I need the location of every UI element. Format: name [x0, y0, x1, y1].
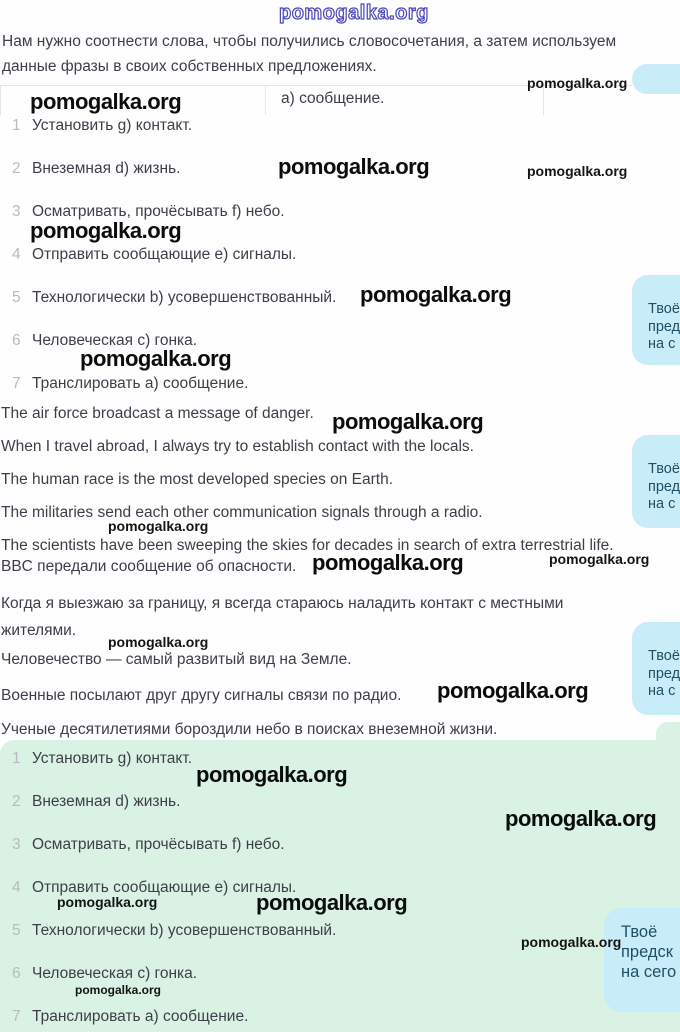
watermark: pomogalka.org — [332, 409, 484, 434]
item-text: Внеземная d) жизнь. — [32, 160, 181, 177]
item-text: Человеческая c) гонка. — [32, 332, 198, 349]
item-text: Отправить сообщающие е) сигналы. — [32, 879, 297, 896]
fortune-bubble-4[interactable] — [604, 908, 680, 1012]
item-text: Внеземная d) жизнь. — [32, 793, 181, 810]
item-number: 5 — [12, 289, 21, 306]
item-number: 6 — [12, 332, 21, 349]
fortune-bubble-top[interactable] — [632, 64, 680, 94]
watermark: pomogalka.org — [549, 551, 650, 567]
watermark: pomogalka.org — [437, 678, 589, 703]
item-text: Установить g) контакт. — [32, 117, 193, 134]
answer-item-6 — [12, 965, 197, 982]
sentence-ru-5: Ученые десятилетиями бороздили небо в поисках внеземной жизни. — [1, 721, 498, 738]
watermark: pomogalka.org — [30, 218, 182, 243]
fortune-bubble-1[interactable] — [632, 275, 680, 365]
sentence-en-2: When I travel abroad, I always try to establish contact with the locals. — [1, 438, 474, 455]
item-number: 2 — [12, 160, 21, 177]
item-number: 2 — [12, 793, 21, 810]
item-text: Осматривать, прочёсывать f) небо. — [32, 203, 285, 220]
fortune-bubble-text: Твоё пред на с — [648, 301, 680, 352]
answer-item-1 — [12, 750, 192, 767]
watermark: pomogalka.org — [527, 75, 628, 91]
watermark: pomogalka.org — [108, 518, 209, 534]
sentence-ru-2: Когда я выезжаю за границу, я всегда стараюсь наладить контакт с местными жителями. — [1, 595, 564, 639]
match-item-4 — [12, 246, 296, 263]
watermark: pomogalka.org — [312, 550, 464, 575]
watermark: pomogalka.org — [256, 890, 408, 915]
fortune-bubble-3[interactable] — [632, 622, 680, 715]
sentence-en-3: The human race is the most developed species on Earth. — [1, 471, 394, 488]
item-number: 7 — [12, 375, 21, 392]
watermark: pomogalka.org — [108, 634, 209, 650]
sentence-ru-1: BBC передали сообщение об опасности. — [1, 558, 297, 575]
match-item-5 — [12, 289, 336, 306]
item-text: Осматривать, прочёсывать f) небо. — [32, 836, 285, 853]
item-text: Технологически b) усовершенствованный. — [32, 922, 337, 939]
item-number: 5 — [12, 922, 21, 939]
answer-item-7 — [12, 1008, 248, 1025]
watermark: pomogalka.org — [196, 762, 348, 787]
site-watermark-outlined: pomogalka.org — [279, 2, 429, 24]
watermark: pomogalka.org — [360, 282, 512, 307]
item-number: 1 — [12, 117, 21, 134]
item-text: Транслировать а) сообщение. — [32, 1008, 249, 1025]
answer-item-5 — [12, 922, 336, 939]
match-item-7 — [12, 375, 248, 392]
table-cell-a: а) сообщение. — [281, 90, 385, 107]
watermark: pomogalka.org — [75, 983, 162, 997]
item-number: 4 — [12, 879, 21, 896]
answer-item-2 — [12, 793, 180, 810]
sentence-ru-4: Военные посылают друг другу сигналы связи по радио. — [1, 687, 402, 704]
match-item-2 — [12, 160, 180, 177]
item-text: Установить g) контакт. — [32, 750, 193, 767]
fortune-bubble-2[interactable] — [632, 435, 680, 528]
item-number: 7 — [12, 1008, 21, 1025]
item-number: 6 — [12, 965, 21, 982]
watermark: pomogalka.org — [57, 894, 158, 910]
watermark: pomogalka.org — [30, 89, 182, 114]
fortune-bubble-text: Твоё пред на с — [648, 648, 680, 699]
sentence-en-1: The air force broadcast a message of danger. — [1, 405, 314, 422]
fortune-bubble-text: Твоё предск на сего — [621, 923, 677, 981]
answer-item-3 — [12, 836, 285, 853]
item-number: 3 — [12, 836, 21, 853]
item-number: 4 — [12, 246, 21, 263]
item-text: Отправить сообщающие е) сигналы. — [32, 246, 297, 263]
item-number: 3 — [12, 203, 21, 220]
item-number: 1 — [12, 750, 21, 767]
watermark: pomogalka.org — [521, 934, 622, 950]
watermark: pomogalka.org — [278, 154, 430, 179]
sentence-en-4: The militaries send each other communication signals through a radio. — [1, 504, 483, 521]
fortune-bubble-text: Твоё пред на с — [648, 461, 680, 512]
item-text: Человеческая c) гонка. — [32, 965, 198, 982]
watermark: pomogalka.org — [80, 346, 232, 371]
match-item-1 — [12, 117, 192, 134]
task-instruction: Нам нужно соотнести слова, чтобы получились словосочетания, а затем используем данные фразы в своих собственных предложениях. — [2, 33, 617, 75]
table-vline-left — [0, 85, 1, 115]
watermark: pomogalka.org — [505, 806, 657, 831]
item-text: Технологически b) усовершенствованный. — [32, 289, 337, 306]
item-text: Транслировать а) сообщение. — [32, 375, 249, 392]
table-vline-mid — [265, 85, 266, 115]
sentence-ru-3: Человечество — самый развитый вид на Земле. — [1, 651, 352, 668]
sentence-en-5: The scientists have been sweeping the skies for decades in search of extra terrestrial life. — [1, 537, 614, 554]
watermark: pomogalka.org — [527, 163, 628, 179]
